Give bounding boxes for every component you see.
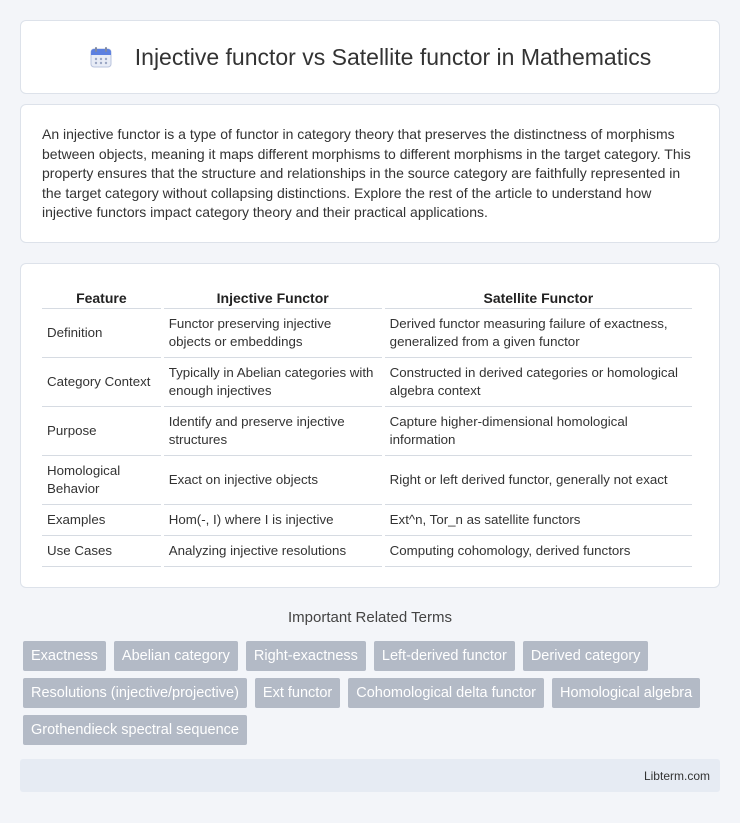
tag-cohomological-delta-functor[interactable]: Cohomological delta functor	[348, 678, 544, 708]
tag-grothendieck-spectral-sequence[interactable]: Grothendieck spectral sequence	[23, 715, 247, 745]
comparison-table	[39, 284, 695, 567]
row-injective: Identify and preserve injective structures	[164, 407, 382, 456]
header-satellite-functor: Satellite Functor	[385, 284, 692, 309]
tag-abelian-category[interactable]: Abelian category	[114, 641, 238, 671]
calendar-icon	[89, 45, 113, 69]
table-row	[42, 536, 692, 567]
table-row	[42, 407, 692, 456]
table-row	[42, 309, 692, 358]
tag-derived-category[interactable]: Derived category	[523, 641, 649, 671]
row-injective: Exact on injective objects	[164, 456, 382, 505]
row-feature: Examples	[42, 505, 161, 536]
row-satellite: Derived functor measuring failure of exactness, generalized from a given functor	[385, 309, 692, 358]
row-feature: Homological Behavior	[42, 456, 161, 505]
row-feature: Definition	[42, 309, 161, 358]
header-injective-functor: Injective Functor	[164, 284, 382, 309]
row-feature: Purpose	[42, 407, 161, 456]
row-feature: Category Context	[42, 358, 161, 407]
related-terms-heading: Important Related Terms	[288, 609, 452, 626]
intro-card	[20, 104, 720, 243]
footer-brand[interactable]: Libterm.com	[643, 768, 710, 783]
tag-ext-functor[interactable]: Ext functor	[255, 678, 340, 708]
tag-homological-algebra[interactable]: Homological algebra	[552, 678, 700, 708]
tag-left-derived-functor[interactable]: Left-derived functor	[374, 641, 515, 671]
related-terms-list	[23, 641, 717, 745]
footer	[20, 759, 720, 792]
row-satellite: Capture higher-dimensional homological information	[385, 407, 692, 456]
row-satellite: Constructed in derived categories or homological algebra context	[385, 358, 692, 407]
row-feature: Use Cases	[42, 536, 161, 567]
comparison-card	[20, 263, 720, 588]
table-row	[42, 505, 692, 536]
row-injective: Hom(-, I) where I is injective	[164, 505, 382, 536]
table-header-row	[42, 284, 692, 309]
page-title: Injective functor vs Satellite functor in Mathematics	[134, 43, 652, 70]
title-card	[20, 20, 720, 94]
tag-exactness[interactable]: Exactness	[23, 641, 106, 671]
row-satellite: Ext^n, Tor_n as satellite functors	[385, 505, 692, 536]
row-injective: Typically in Abelian categories with enough injectives	[164, 358, 382, 407]
row-satellite: Computing cohomology, derived functors	[385, 536, 692, 567]
tag-right-exactness[interactable]: Right-exactness	[246, 641, 366, 671]
intro-text: An injective functor is a type of functor in category theory that preserves the distinctness of morphisms between objects, meaning it maps different morphisms to different morphisms in the target category. This property ensures that the structure and relationships in the source category are faithfully represented in the target category without collapsing distinctions. Explore the rest of the article to understand how injective functors impact category theory and their practical applications.	[42, 126, 691, 221]
row-satellite: Right or left derived functor, generally not exact	[385, 456, 692, 505]
table-row	[42, 358, 692, 407]
tag-resolutions[interactable]: Resolutions (injective/projective)	[23, 678, 247, 708]
table-row	[42, 456, 692, 505]
row-injective: Analyzing injective resolutions	[164, 536, 382, 567]
row-injective: Functor preserving injective objects or embeddings	[164, 309, 382, 358]
header-feature: Feature	[42, 284, 161, 309]
